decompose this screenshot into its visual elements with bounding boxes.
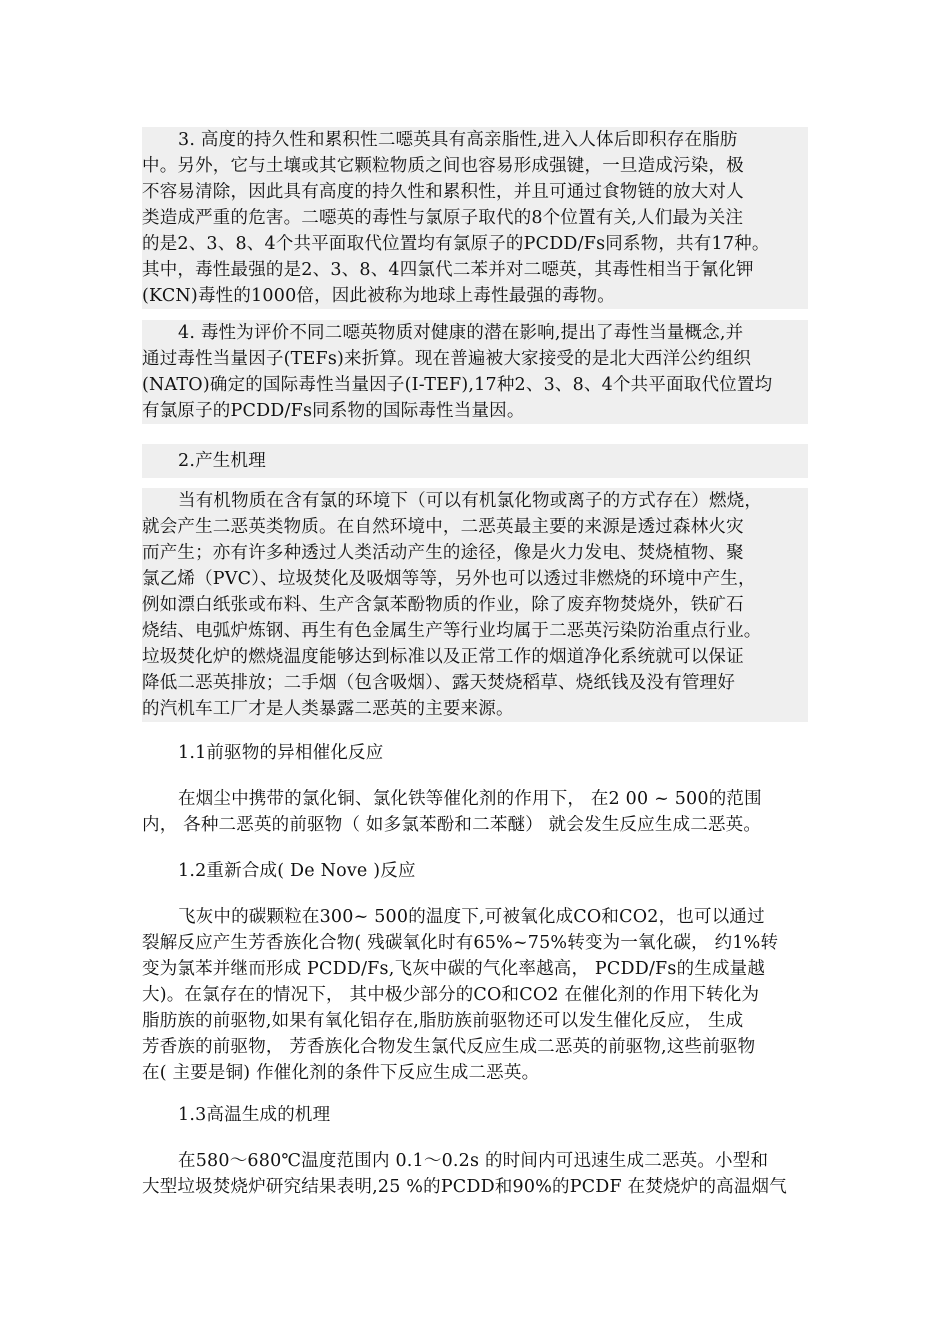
text-line: 垃圾焚化炉的燃烧温度能够达到标准以及正常工作的烟道净化系统就可以保证 [142, 647, 744, 667]
text-line: 当有机物质在含有氯的环境下（可以有机氯化物或离子的方式存在）燃烧， [178, 491, 763, 511]
text-line: 例如漂白纸张或布料、生产含氯苯酚物质的作业，除了废弃物焚烧外，铁矿石 [142, 595, 744, 615]
text-line: 芳香族的前驱物， 芳香族化合物发生氯代反应生成二恶英的前驱物,这些前驱物 [142, 1037, 756, 1057]
text-line: 在580～680℃温度范围内 0.1～0.2s 的时间内可迅速生成二恶英。小型和 [178, 1151, 769, 1171]
text-line: 降低二恶英排放；二手烟（包含吸烟）、露天焚烧稻草、烧纸钱及没有管理好 [142, 673, 736, 693]
text-line: 类造成严重的危害。二噁英的毒性与氯原子取代的8个位置有关,人们最为关注 [142, 208, 744, 228]
heading-mechanism [142, 444, 808, 478]
text-line: 中。另外，它与土壤或其它颗粒物质之间也容易形成强键，一旦造成污染，极 [142, 156, 744, 176]
text-line: 其中，毒性最强的是2、3、8、4四氯代二苯并对二噁英，其毒性相当于氰化钾 [142, 260, 754, 280]
text-line: 内， 各种二恶英的前驱物（ 如多氯苯酚和二苯醚） 就会发生反应生成二恶英。 [142, 815, 762, 835]
paragraph-1-2 [142, 904, 808, 1086]
text-line: 的是2、3、8、4个共平面取代位置均有氯原子的PCDD/Fs同系物，共有17种。 [142, 234, 770, 254]
text-line: 变为氯苯并继而形成 PCDD/Fs,飞灰中碳的气化率越高， PCDD/Fs的生成量越 [142, 959, 766, 979]
heading-1-2 [142, 858, 808, 884]
heading-1-3 [142, 1102, 808, 1128]
paragraph-1-1 [142, 786, 808, 838]
text-line: 有氯原子的PCDD/Fs同系物的国际毒性当量因。 [142, 401, 525, 421]
paragraph-persistence [142, 127, 808, 309]
text-line: 通过毒性当量因子(TEFs)来折算。现在普遍被大家接受的是北大西洋公约组织 [142, 349, 752, 369]
heading-text: 1.3高温生成的机理 [178, 1105, 331, 1125]
text-line: 而产生；亦有许多种透过人类活动产生的途径，像是火力发电、焚烧植物、聚 [142, 543, 744, 563]
paragraph-origin [142, 488, 808, 722]
text-line: (KCN)毒性的1000倍，因此被称为地球上毒性最强的毒物。 [142, 286, 615, 306]
text-line: (NATO)确定的国际毒性当量因子(I-TEF),17种2、3、8、4个共平面取代位置均 [142, 375, 773, 395]
text-line: 氯乙烯（PVC）、垃圾焚化及吸烟等等，另外也可以透过非燃烧的环境中产生， [142, 569, 756, 589]
text-line: 大)。在氯存在的情况下， 其中极少部分的CO和CO2 在催化剂的作用下转化为 [142, 985, 760, 1005]
text-line: 脂肪族的前驱物,如果有氧化铝存在,脂肪族前驱物还可以发生催化反应， 生成 [142, 1011, 744, 1031]
heading-text: 1.2重新合成( De Nove )反应 [178, 861, 416, 881]
text-line: 3. 高度的持久性和累积性二噁英具有高亲脂性,进入人体后即积存在脂肪 [178, 130, 738, 150]
paragraph-1-3 [142, 1148, 808, 1200]
heading-text: 1.1前驱物的异相催化反应 [178, 743, 384, 763]
text-line: 不容易清除，因此具有高度的持久性和累积性，并且可通过食物链的放大对人 [142, 182, 744, 202]
text-line: 飞灰中的碳颗粒在300~ 500的温度下,可被氧化成CO和CO2，也可以通过 [178, 907, 765, 927]
heading-1-1 [142, 740, 808, 766]
heading-text: 2.产生机理 [178, 451, 266, 471]
text-line: 烧结、电弧炉炼钢、再生有色金属生产等行业均属于二恶英污染防治重点行业。 [142, 621, 762, 641]
text-line: 裂解反应产生芳香族化合物( 残碳氧化时有65%~75%转变为一氧化碳， 约1%转 [142, 933, 779, 953]
paragraph-toxicity [142, 320, 808, 424]
text-line: 的汽机车工厂才是人类暴露二恶英的主要来源。 [142, 699, 514, 719]
text-line: 在( 主要是铜) 作催化剂的条件下反应生成二恶英。 [142, 1063, 540, 1083]
text-line: 在烟尘中携带的氯化铜、氯化铁等催化剂的作用下， 在2 00 ~ 500的范围 [178, 789, 762, 809]
text-line: 就会产生二恶英类物质。在自然环境中，二恶英最主要的来源是透过森林火灾 [142, 517, 744, 537]
text-line: 4. 毒性为评价不同二噁英物质对健康的潜在影响,提出了毒性当量概念,并 [178, 323, 744, 343]
text-line: 大型垃圾焚烧炉研究结果表明,25 %的PCDD和90%的PCDF 在焚烧炉的高温烟气 [142, 1177, 787, 1197]
